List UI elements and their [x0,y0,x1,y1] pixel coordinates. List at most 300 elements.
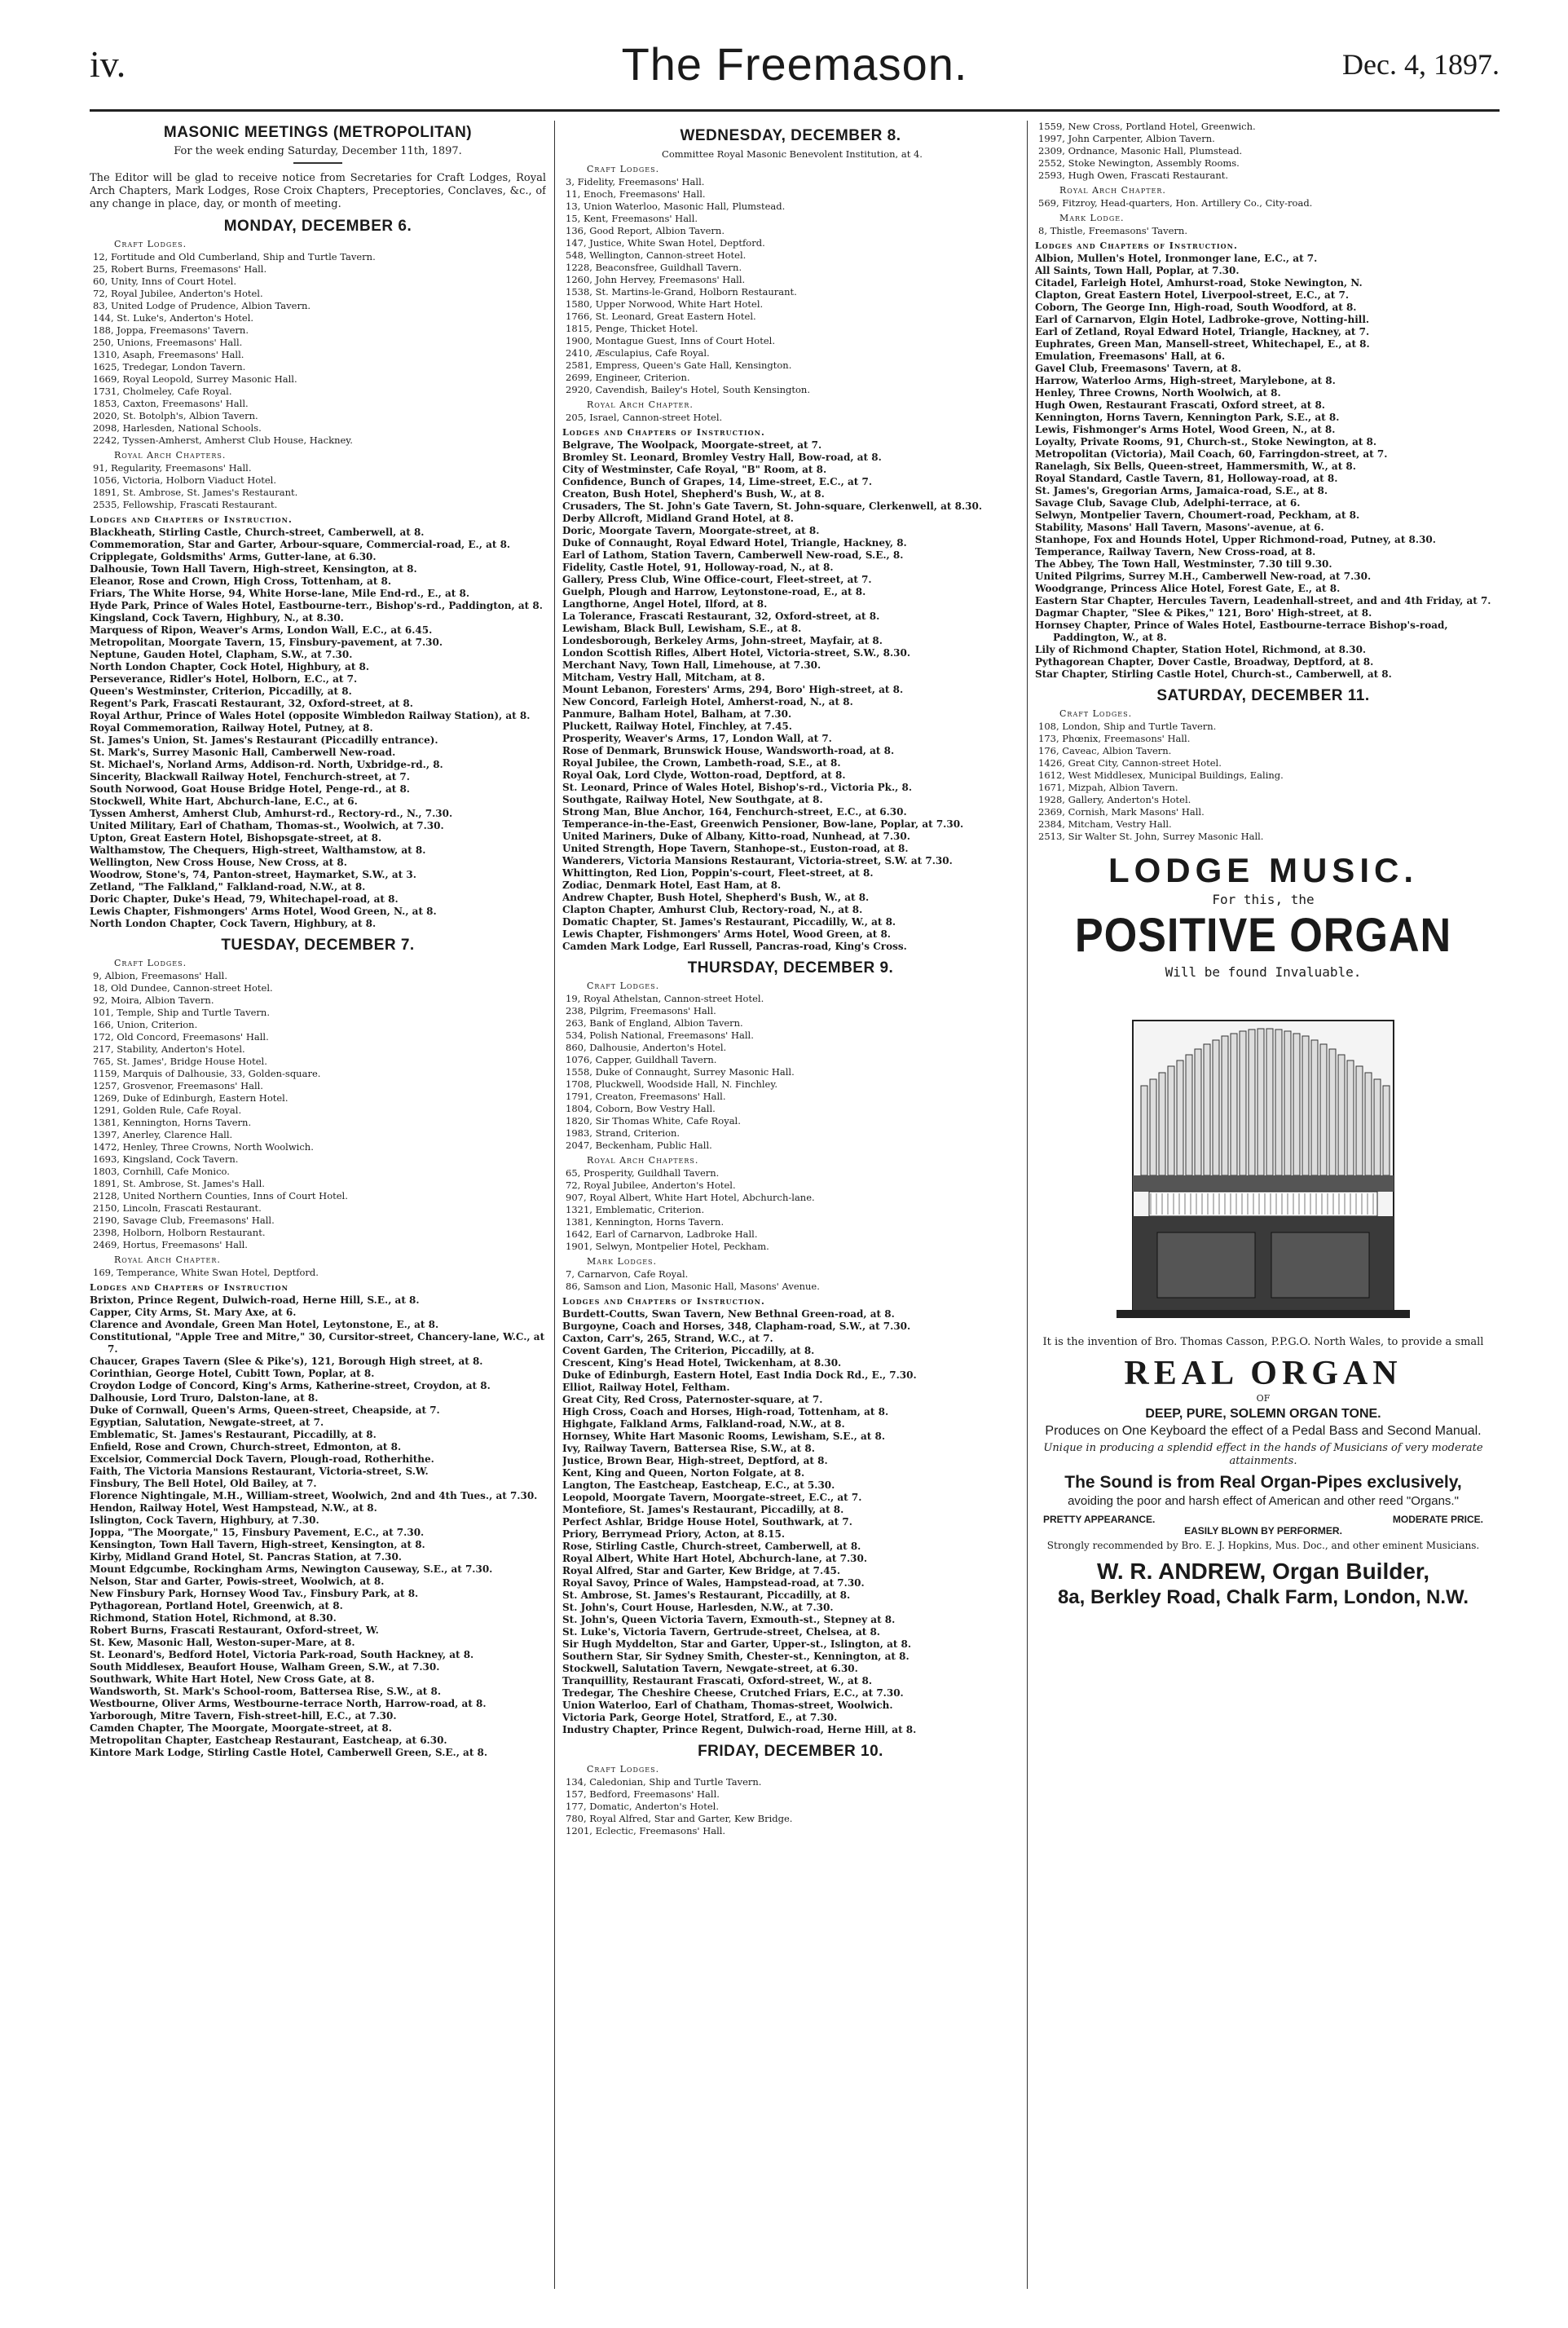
meeting-entry: Union Waterloo, Earl of Chatham, Thomas-street, Woolwich. [562,1700,893,1711]
meeting-entry: Metropolitan, Moorgate Tavern, 15, Finsbury-pavement, at 7.30. [90,637,443,648]
meeting-entry: Finsbury, The Bell Hotel, Old Bailey, at 7. [90,1478,317,1489]
meeting-entry: Selwyn, Montpelier Tavern, Choumert-road, Peckham, at 8. [1035,509,1360,521]
organ-pipe [1168,1066,1174,1175]
meeting-entry: 3, Fidelity, Freemasons' Hall. [566,176,705,187]
meeting-entry: 1426, Great City, Cannon-street Hotel. [1038,757,1222,769]
meeting-entry: North London Chapter, Cock Tavern, Highbury, at 8. [90,918,377,929]
meeting-entry: Loyalty, Private Rooms, 91, Church-st., Stoke Newington, at 8. [1035,436,1377,448]
meeting-entry: 1559, New Cross, Portland Hotel, Greenwich. [1038,121,1256,132]
meeting-entry: Croydon Lodge of Concord, King's Arms, Katherine-street, Croydon, at 8. [90,1380,491,1391]
category-label: Royal Arch Chapters. [114,450,227,461]
meeting-entry: Faith, The Victoria Mansions Restaurant, Victoria-street, S.W. [90,1466,429,1477]
meeting-list [90,462,546,511]
meeting-entry: Doric Chapter, Duke's Head, 79, Whitechapel-road, at 8. [90,893,399,905]
meeting-entry: 8, Thistle, Freemasons' Tavern. [1038,225,1187,236]
meeting-entry: South Middlesex, Beaufort House, Walham Green, S.W., at 7.30. [90,1661,440,1673]
meeting-entry: The Abbey, The Town Hall, Westminster, 7.30 till 9.30. [1035,558,1332,570]
organ-pipe [1365,1073,1372,1175]
meeting-entry: 1671, Mizpah, Albion Tavern. [1038,782,1178,793]
column-divider [554,121,555,2289]
organ-illustration [1084,988,1442,1330]
meeting-entry: Victoria Park, George Hotel, Stratford, E., at 7.30. [562,1712,838,1723]
meeting-entry: Camden Chapter, The Moorgate, Moorgate-street, at 8. [90,1722,392,1734]
meeting-entry: 1321, Emblematic, Criterion. [566,1204,705,1215]
meeting-entry: 569, Fitzroy, Head-quarters, Hon. Artillery Co., City-road. [1038,197,1313,209]
meeting-entry: 2410, Æsculapius, Cafe Royal. [566,347,710,359]
meeting-entry: 1291, Golden Rule, Cafe Royal. [93,1104,242,1116]
meeting-entry: Southwark, White Hart Hotel, New Cross Gate, at 8. [90,1673,375,1685]
meeting-entry: Wanderers, Victoria Mansions Restaurant, Victoria-street, S.W. at 7.30. [562,855,953,866]
meeting-list [562,1776,1019,1837]
meeting-entry: Henley, Three Crowns, North Woolwich, at 8. [1035,387,1281,399]
meeting-entry: 534, Polish National, Freemasons' Hall. [566,1030,754,1041]
meeting-entry: 1669, Royal Leopold, Surrey Masonic Hall. [93,373,297,385]
ad-avoiding: avoiding the poor and harsh effect of American and other reed "Organs." [1068,1494,1459,1508]
meeting-entry: 1997, John Carpenter, Albion Tavern. [1038,133,1215,144]
meeting-entry: Westbourne, Oliver Arms, Westbourne-terrace North, Harrow-road, at 8. [90,1698,487,1709]
meeting-entry: Wandsworth, St. Mark's School-room, Battersea Rise, S.W., at 8. [90,1686,442,1697]
meeting-entry: New Concord, Farleigh Hotel, Amherst-road, N., at 8. [562,696,853,708]
meeting-entry: Kingsland, Cock Tavern, Highbury, N., at 8.30. [90,612,344,624]
meeting-entry: Clapton Chapter, Amhurst Club, Rectory-road, N., at 8. [562,904,863,915]
meeting-entry: St. Leonard, Prince of Wales Hotel, Bishop's-rd., Victoria Pk., 8. [562,782,913,793]
meeting-entry: Harrow, Waterloo Arms, High-street, Marylebone, at 8. [1035,375,1336,386]
meeting-list [562,1268,1019,1293]
meeting-entry: London Scottish Rifles, Albert Hotel, Victoria-street, S.W., 8.30. [562,647,911,659]
meeting-entry: Crescent, King's Head Hotel, Twickenham, at 8.30. [562,1357,842,1369]
meeting-entry: 1269, Duke of Edinburgh, Eastern Hotel. [93,1092,288,1104]
meeting-entry: 217, Stability, Anderton's Hotel. [93,1043,245,1055]
column-2 [562,121,1019,2289]
meeting-list [562,439,1019,953]
organ-pipe [1329,1049,1336,1175]
organ-pipe [1356,1066,1363,1175]
meeting-entry: Metropolitan Chapter, Eastcheap Restaurant, Eastcheap, at 6.30. [90,1735,447,1746]
meeting-entry: Justice, Brown Bear, High-street, Deptford, at 8. [562,1455,828,1466]
meeting-list [1035,253,1491,681]
meeting-entry: South Norwood, Goat House Bridge Hotel, Penge-rd., at 8. [90,783,410,795]
meeting-entry: Dagmar Chapter, "Slee & Pikes," 121, Boro' High-street, at 8. [1035,607,1372,619]
meeting-entry: New Finsbury Park, Hornsey Wood Tav., Finsbury Park, at 8. [90,1588,419,1599]
meeting-entry: Stability, Masons' Hall Tavern, Masons'-avenue, at 6. [1035,522,1324,533]
meeting-entry: City of Westminster, Cafe Royal, "B" Room, at 8. [562,464,827,475]
organ-pipe [1302,1036,1309,1175]
meeting-entry: Cripplegate, Goldsmiths' Arms, Gutter-lane, at 6.30. [90,551,377,562]
meeting-entry: Royal Standard, Castle Tavern, 81, Holloway-road, at 8. [1035,473,1338,484]
meeting-entry: Joppa, "The Moorgate," 15, Finsbury Pavement, E.C., at 7.30. [90,1527,425,1538]
meeting-entry: Duke of Edinburgh, Eastern Hotel, East India Dock Rd., E., 7.30. [562,1369,917,1381]
meeting-entry: Savage Club, Savage Club, Adelphi-terrace, at 6. [1035,497,1301,509]
ad-moderate: MODERATE PRICE. [1392,1514,1483,1525]
meeting-list [90,251,546,447]
meeting-entry: 2369, Cornish, Mark Masons' Hall. [1038,806,1205,818]
meeting-entry: 83, United Lodge of Prudence, Albion Tavern. [93,300,311,311]
organ-pipe [1383,1086,1390,1175]
meeting-entry: Fidelity, Castle Hotel, 91, Holloway-road, N., at 8. [562,562,834,573]
page-number: iv. [90,43,126,85]
meeting-entry: Wellington, New Cross House, New Cross, at 8. [90,857,347,868]
organ-pipe [1284,1031,1291,1175]
meeting-entry: Great City, Red Cross, Paternoster-square, at 7. [562,1394,823,1405]
meeting-entry: 2699, Engineer, Criterion. [566,372,690,383]
meeting-entry: Clapton, Great Eastern Hotel, Liverpool-street, E.C., at 7. [1035,289,1349,301]
meeting-entry: Constitutional, "Apple Tree and Mitre," 30, Cursitor-street, Chancery-lane, W.C., at 7. [90,1331,545,1355]
meeting-entry: Metropolitan (Victoria), Mail Coach, 60, Farringdon-street, at 7. [1035,448,1388,460]
meeting-entry: Hendon, Railway Hotel, West Hampstead, N.W., at 8. [90,1502,377,1514]
meeting-entry: North London Chapter, Cock Hotel, Highbury, at 8. [90,661,370,672]
category-label: Royal Arch Chapter. [587,399,694,410]
meeting-entry: Excelsior, Commercial Dock Tavern, Plough-road, Rotherhithe. [90,1453,434,1465]
meeting-entry: Yarborough, Mitre Tavern, Fish-street-hill, E.C., at 7.30. [90,1710,397,1722]
meeting-entry: St. John's, Court House, Harlesden, N.W., at 7.30. [562,1602,834,1613]
ad-invention: It is the invention of Bro. Thomas Casson, P.P.G.O. North Wales, to provide a small [1042,1336,1484,1348]
meeting-entry: Royal Commemoration, Railway Hotel, Putney, at 8. [90,722,373,734]
meeting-entry: Kennington, Horns Tavern, Kennington Park, S.E., at 8. [1035,412,1340,423]
meeting-entry: Crusaders, The St. John's Gate Tavern, St. John-square, Clerkenwell, at 8.30. [562,500,983,512]
meeting-entry: Doric, Moorgate Tavern, Moorgate-street, at 8. [562,525,820,536]
organ-pipe [1374,1079,1381,1175]
ad-recommended: Strongly recommended by Bro. E. J. Hopkins, Mus. Doc., and other eminent Musicians. [1046,1540,1480,1551]
organ-pipe [1150,1079,1156,1175]
meeting-entry: 13, Union Waterloo, Masonic Hall, Plumstead. [566,201,786,212]
meeting-list [562,1308,1019,1736]
section-title: MASONIC MEETINGS (METROPOLITAN) [163,124,473,141]
meeting-entry: All Saints, Town Hall, Poplar, at 7.30. [1035,265,1240,276]
ad-deep-tone: DEEP, PURE, SOLEMN ORGAN TONE. [1145,1407,1381,1421]
category-label: Mark Lodge. [1059,213,1125,223]
meeting-entry: 1159, Marquis of Dalhousie, 33, Golden-square. [93,1068,321,1079]
issue-date: Dec. 4, 1897. [1342,48,1500,81]
meeting-entry: Hornsey Chapter, Prince of Wales Hotel, Eastbourne-terrace Bishop's-road, Paddington, W., at 8. [1035,619,1448,643]
meeting-entry: 2309, Ordnance, Masonic Hall, Plumstead. [1038,145,1243,157]
meeting-entry: Burdett-Coutts, Swan Tavern, New Bethnal Green-road, at 8. [562,1308,895,1320]
meeting-entry: Industry Chapter, Prince Regent, Dulwich-road, Herne Hill, at 8. [562,1724,917,1735]
meeting-entry: 1891, St. Ambrose, St. James's Hall. [93,1178,265,1189]
meeting-entry: 2128, United Northern Counties, Inns of Court Hotel. [93,1190,348,1201]
meeting-entry: 92, Moira, Albion Tavern. [93,994,214,1006]
meeting-entry: Tredegar, The Cheshire Cheese, Crutched Friars, E.C., at 7.30. [562,1687,904,1699]
meeting-entry: Queen's Westminster, Criterion, Piccadilly, at 8. [90,686,352,697]
organ-pipe [1213,1040,1219,1175]
meeting-entry: 18, Old Dundee, Cannon-street Hotel. [93,982,273,994]
meeting-entry: Langthorne, Angel Hotel, Ilford, at 8. [562,598,768,610]
meeting-entry: Earl of Lathom, Station Tavern, Camberwell New-road, S.E., 8. [562,549,904,561]
category-label: Lodges and Chapters of Instruction. [90,514,293,525]
meeting-entry: 1642, Earl of Carnarvon, Ladbroke Hall. [566,1228,758,1240]
ad-for-this: For this, the [1212,892,1315,907]
meeting-entry: Mount Lebanon, Foresters' Arms, 294, Boro' High-street, at 8. [562,684,904,695]
meeting-entry: St. Luke's, Victoria Tavern, Gertrude-street, Chelsea, at 8. [562,1626,880,1638]
meeting-entry: Clarence and Avondale, Green Man Hotel, Leytonstone, E., at 8. [90,1319,439,1330]
meeting-entry: Royal Savoy, Prince of Wales, Hampstead-road, at 7.30. [562,1577,865,1589]
meeting-entry: St. James's, Gregorian Arms, Jamaica-road, S.E., at 8. [1035,485,1328,496]
editor-notice: The Editor will be glad to receive notice from Secretaries for Craft Lodges, Royal Arch Chapters, Mark Lodges, Rose Croix Chapters, Preceptories, Conclaves, &c., of any change in place, day, or month of meeting. [90,172,546,210]
meeting-entry: 2190, Savage Club, Freemasons' Hall. [93,1215,275,1226]
meeting-entry: Perfect Ashlar, Bridge House Hotel, Southwark, at 7. [562,1516,852,1528]
meeting-entry: 2398, Holborn, Holborn Restaurant. [93,1227,266,1238]
meeting-entry: Merchant Navy, Town Hall, Limehouse, at 7.30. [562,659,821,671]
category-label: Craft Lodges. [587,981,660,991]
meeting-entry: 2469, Hortus, Freemasons' Hall. [93,1239,248,1250]
ad-blown: EASILY BLOWN BY PERFORMER. [1184,1525,1342,1537]
ad-produces: Produces on One Keyboard the effect of a Pedal Bass and Second Manual. [1045,1424,1482,1438]
organ-pipe [1204,1044,1210,1175]
category-label: Mark Lodges. [587,1256,658,1267]
meeting-entry: Woodgrange, Princess Alice Hotel, Forest Gate, E., at 8. [1035,583,1341,594]
meeting-entry: 1766, St. Leonard, Great Eastern Hotel. [566,311,756,322]
meeting-entry: Royal Alfred, Star and Garter, Kew Bridge, at 7.45. [562,1565,841,1576]
meeting-entry: United Mariners, Duke of Albany, Kitto-road, Nunhead, at 7.30. [562,831,910,842]
meeting-entry: Commemoration, Star and Garter, Arbour-square, Commercial-road, E., at 8. [90,539,511,550]
meeting-entry: 1625, Tredegar, London Tavern. [93,361,246,373]
divider [293,162,342,164]
meeting-entry: St. Leonard's, Bedford Hotel, Victoria Park-road, South Hackney, at 8. [90,1649,474,1660]
meeting-entry: 1803, Cornhill, Cafe Monico. [93,1166,230,1177]
meeting-entry: 2242, Tyssen-Amherst, Amherst Club House, Hackney. [93,434,353,446]
meeting-entry: 12, Fortitude and Old Cumberland, Ship and Turtle Tavern. [93,251,376,262]
meeting-entry: Emblematic, St. James's Restaurant, Piccadilly, at 8. [90,1429,377,1440]
meeting-entry: Priory, Berrymead Priory, Acton, at 8.15. [562,1528,786,1540]
meeting-entry: Pythagorean, Portland Hotel, Greenwich, at 8. [90,1600,343,1612]
meeting-entry: Upton, Great Eastern Hotel, Bishopsgate-street, at 8. [90,832,382,844]
meeting-entry: 60, Unity, Inns of Court Hotel. [93,276,236,287]
meeting-entry: Zodiac, Denmark Hotel, East Ham, at 8. [562,880,782,891]
meeting-list [1035,225,1491,237]
meeting-entry: Hornsey, White Hart Masonic Rooms, Lewisham, S.E., at 8. [562,1431,885,1442]
meeting-entry: Belgrave, The Woolpack, Moorgate-street, at 7. [562,439,822,451]
meeting-entry: 9, Albion, Freemasons' Hall. [93,970,227,981]
meeting-entry: 1791, Creaton, Freemasons' Hall. [566,1091,726,1102]
meeting-entry: Leopold, Moorgate Tavern, Moorgate-street, E.C., at 7. [562,1492,862,1503]
meeting-list [562,1167,1019,1253]
meeting-entry: Capper, City Arms, St. Mary Axe, at 6. [90,1307,297,1318]
meeting-entry: 2535, Fellowship, Frascati Restaurant. [93,499,278,510]
meeting-entry: Londesborough, Berkeley Arms, John-street, Mayfair, at 8. [562,635,883,646]
meeting-entry: 1928, Gallery, Anderton's Hotel. [1038,794,1191,805]
meeting-entry: St. Kew, Masonic Hall, Weston-super-Mare, at 8. [90,1637,355,1648]
ad-sound: The Sound is from Real Organ-Pipes exclusively, [1064,1473,1462,1492]
meeting-entry: Guelph, Plough and Harrow, Leytonstone-road, E., at 8. [562,586,866,597]
meeting-entry: Euphrates, Green Man, Mansell-street, Whitechapel, E., at 8. [1035,338,1370,350]
meeting-entry: 1580, Upper Norwood, White Hart Hotel. [566,298,764,310]
meeting-list [1035,721,1491,843]
meeting-entry: Stockwell, Salutation Tavern, Newgate-street, at 6.30. [562,1663,858,1674]
meeting-entry: United Pilgrims, Surrey M.H., Camberwell New-road, at 7.30. [1035,571,1372,582]
meeting-entry: Woodrow, Stone's, 74, Panton-street, Haymarket, S.W., at 3. [90,869,416,880]
meeting-entry: Citadel, Farleigh Hotel, Amhurst-road, Stoke Newington, N. [1035,277,1363,289]
meeting-list [90,527,546,930]
meeting-entry: Pluckett, Railway Hotel, Finchley, at 7.45. [562,721,792,732]
ad-address: 8a, Berkley Road, Chalk Farm, London, N.W. [1057,1586,1469,1608]
meeting-entry: Lewisham, Black Bull, Lewisham, S.E., at 8. [562,623,802,634]
meeting-entry: Lewis Chapter, Fishmongers' Arms Hotel, Wood Green, at 8. [562,928,891,940]
meeting-entry: St. Mark's, Surrey Masonic Hall, Camberwell New-road. [90,747,396,758]
organ-pipe [1293,1034,1300,1175]
meeting-entry: Sir Hugh Myddelton, Star and Garter, Upper-st., Islington, at 8. [562,1638,912,1650]
meeting-entry: Southgate, Railway Hotel, New Southgate, at 8. [562,794,823,805]
meeting-entry: Rose of Denmark, Brunswick House, Wandsworth-road, at 8. [562,745,895,756]
category-label: Lodges and Chapters of Instruction. [562,1296,765,1307]
organ-pipe [1275,1030,1282,1175]
meeting-entry: Kensington, Town Hall Tavern, High-street, Kensington, at 8. [90,1539,425,1550]
meeting-entry: St. Ambrose, St. James's Restaurant, Piccadilly, at 8. [562,1589,851,1601]
meeting-entry: United Military, Earl of Chatham, Thomas-st., Woolwich, at 7.30. [90,820,444,831]
meeting-entry: 1538, St. Martins-le-Grand, Holborn Restaurant. [566,286,797,298]
organ-pipe [1186,1055,1192,1175]
meeting-list [90,1294,546,1759]
meeting-entry: Covent Garden, The Criterion, Piccadilly, at 8. [562,1345,815,1356]
ad-invaluable: Will be found Invaluable. [1165,964,1362,980]
meeting-entry: St. John's, Queen Victoria Tavern, Exmouth-st., Stepney at 8. [562,1614,896,1625]
meeting-entry: 1853, Caxton, Freemasons' Hall. [93,398,249,409]
meeting-entry: Duke of Cornwall, Queen's Arms, Queen-street, Cheapside, at 7. [90,1404,440,1416]
organ-pipe [1231,1034,1237,1175]
meeting-entry: Confidence, Bunch of Grapes, 14, Lime-street, E.C., at 7. [562,476,873,487]
organ-pipe [1311,1040,1318,1175]
day-heading-saturday: SATURDAY, DECEMBER 11. [1156,687,1370,704]
meeting-entry: 166, Union, Criterion. [93,1019,198,1030]
column-divider [1027,121,1028,2289]
meeting-entry: 1201, Eclectic, Freemasons' Hall. [566,1825,726,1836]
meeting-entry: Andrew Chapter, Bush Hotel, Shepherd's Bush, W., at 8. [562,892,870,903]
committee-notice: Committee Royal Masonic Benevolent Institution, at 4. [662,148,923,160]
meeting-entry: 263, Bank of England, Albion Tavern. [566,1017,743,1029]
meeting-entry: 176, Caveac, Albion Tavern. [1038,745,1172,756]
meeting-entry: 765, St. James', Bridge House Hotel. [93,1056,267,1067]
meeting-entry: 1257, Grosvenor, Freemasons' Hall. [93,1080,263,1091]
meeting-entry: Islington, Cock Tavern, Highbury, at 7.30. [90,1515,319,1526]
category-label: Lodges and Chapters of Instruction. [562,427,765,438]
meeting-entry: 1820, Sir Thomas White, Cafe Royal. [566,1115,741,1127]
newspaper-page [90,33,1500,2299]
ad-positive-organ: POSITIVE ORGAN [1074,909,1452,962]
organ-pipe [1320,1044,1327,1175]
meeting-entry: 1901, Selwyn, Montpelier Hotel, Peckham. [566,1241,769,1252]
meeting-entry: Stanhope, Fox and Hounds Hotel, Upper Richmond-road, Putney, at 8.30. [1035,534,1436,545]
meeting-entry: 907, Royal Albert, White Hart Hotel, Abchurch-lane. [566,1192,815,1203]
meeting-entry: 2098, Harlesden, National Schools. [93,422,262,434]
meeting-entry: 147, Justice, White Swan Hotel, Deptford. [566,237,765,249]
meeting-entry: Brixton, Prince Regent, Dulwich-road, Herne Hill, S.E., at 8. [90,1294,420,1306]
meeting-entry: Ranelagh, Six Bells, Queen-street, Hammersmith, W., at 8. [1035,461,1356,472]
meeting-entry: Lewis Chapter, Fishmongers' Arms Hotel, Wood Green, N., at 8. [90,906,437,917]
meeting-entry: 780, Royal Alfred, Star and Garter, Kew Bridge. [566,1813,793,1824]
meeting-entry: 250, Unions, Freemasons' Hall. [93,337,243,348]
meeting-entry: 136, Good Report, Albion Tavern. [566,225,725,236]
meeting-entry: 65, Prosperity, Guildhall Tavern. [566,1167,720,1179]
meeting-entry: Albion, Mullen's Hotel, Ironmonger lane, E.C., at 7. [1035,253,1318,264]
ad-pretty: PRETTY APPEARANCE. [1043,1514,1156,1525]
meeting-entry: 7, Carnarvon, Cafe Royal. [566,1268,689,1280]
ad-unique: Unique in producing a splendid effect in the hands of Musicians of very moderate attainments. [1043,1442,1483,1467]
meeting-entry: Tyssen Amherst, Amherst Club, Amhurst-rd., Rectory-rd., N., 7.30. [90,808,453,819]
day-heading-thursday: THURSDAY, DECEMBER 9. [687,959,894,977]
meeting-list [1035,197,1491,209]
meeting-entry: Earl of Zetland, Royal Edward Hotel, Triangle, Hackney, at 7. [1035,326,1370,337]
ad-features [1043,1514,1483,1525]
meeting-entry: Coborn, The George Inn, High-road, South Woodford, at 8. [1035,302,1357,313]
meeting-entry: Strong Man, Blue Anchor, 164, Fenchurch-street, E.C., at 6.30. [562,806,907,818]
meeting-entry: 238, Pilgrim, Freemasons' Hall. [566,1005,716,1016]
meeting-entry: 1310, Asaph, Freemasons' Hall. [93,349,244,360]
organ-pipe [1249,1030,1255,1175]
meeting-entry: Sincerity, Blackwall Railway Hotel, Fenchurch-street, at 7. [90,771,410,783]
meeting-entry: Neptune, Gauden Hotel, Clapham, S.W., at 7.30. [90,649,353,660]
meeting-list [562,412,1019,424]
meeting-entry: 2150, Lincoln, Frascati Restaurant. [93,1202,262,1214]
meeting-entry: 1900, Montague Guest, Inns of Court Hotel. [566,335,775,346]
meeting-list [1035,121,1491,182]
meeting-entry: Domatic Chapter, St. James's Restaurant, Piccadilly, W., at 8. [562,916,896,928]
meeting-entry: 1731, Cholmeley, Cafe Royal. [93,386,232,397]
meeting-entry: 1397, Anerley, Clarence Hall. [93,1129,233,1140]
ad-title: LODGE MUSIC. [1108,851,1418,889]
meeting-entry: Robert Burns, Frascati Restaurant, Oxford-street, W. [90,1625,379,1636]
meeting-entry: 144, St. Luke's, Anderton's Hotel. [93,312,254,324]
column-1 [90,121,546,2289]
meeting-entry: Gallery, Press Club, Wine Office-court, Fleet-street, at 7. [562,574,872,585]
meeting-entry: Royal Albert, White Hart Hotel, Abchurch-lane, at 7.30. [562,1553,868,1564]
meeting-entry: 860, Dalhousie, Anderton's Hotel. [566,1042,727,1053]
masthead [90,33,1500,106]
meeting-entry: Kirby, Midland Grand Hotel, St. Pancras Station, at 7.30. [90,1551,402,1563]
organ-pipe [1257,1029,1264,1175]
meeting-entry: 1983, Strand, Criterion. [566,1127,680,1139]
meeting-entry: Dalhousie, Lord Truro, Dalston-lane, at 8. [90,1392,319,1404]
meeting-entry: Dalhousie, Town Hall Tavern, High-street, Kensington, at 8. [90,563,417,575]
ad-of: OF [1256,1393,1271,1404]
meeting-entry: High Cross, Coach and Horses, High-road, Tottenham, at 8. [562,1406,889,1418]
meeting-entry: Lewis, Fishmonger's Arms Hotel, Wood Green, N., at 8. [1035,424,1336,435]
meeting-entry: 169, Temperance, White Swan Hotel, Deptford. [93,1267,319,1278]
meeting-entry: 1381, Kennington, Horns Tavern. [566,1216,725,1228]
meeting-entry: 108, London, Ship and Turtle Tavern. [1038,721,1217,732]
day-heading-monday: MONDAY, DECEMBER 6. [223,218,412,235]
meeting-entry: Whittington, Red Lion, Poppin's-court, Fleet-street, at 8. [562,867,874,879]
meeting-entry: 172, Old Concord, Freemasons' Hall. [93,1031,269,1043]
ad-real-organ: REAL ORGAN [1124,1355,1403,1392]
meeting-entry: 1228, Beaconsfree, Guildhall Tavern. [566,262,742,273]
meeting-entry: La Tolerance, Frascati Restaurant, 32, Oxford-street, at 8. [562,611,880,622]
meeting-entry: Gavel Club, Freemasons' Tavern, at 8. [1035,363,1242,374]
meeting-entry: 2020, St. Botolph's, Albion Tavern. [93,410,258,421]
meeting-entry: Royal Oak, Lord Clyde, Wotton-road, Deptford, at 8. [562,769,846,781]
meeting-entry: Tranquillity, Restaurant Frascati, Oxford-street, W., at 8. [562,1675,873,1686]
meeting-entry: 2593, Hugh Owen, Frascati Restaurant. [1038,170,1229,181]
organ-pipe [1177,1060,1183,1175]
meeting-entry: Bromley St. Leonard, Bromley Vestry Hall, Bow-road, at 8. [562,452,882,463]
meeting-entry: 101, Temple, Ship and Turtle Tavern. [93,1007,270,1018]
meeting-entry: Panmure, Balham Hotel, Balham, at 7.30. [562,708,792,720]
meeting-list [562,993,1019,1152]
meeting-entry: 157, Bedford, Freemasons' Hall. [566,1788,720,1800]
meeting-entry: 1815, Penge, Thicket Hotel. [566,323,698,334]
meeting-entry: 1472, Henley, Three Crowns, North Woolwich. [93,1141,314,1153]
meeting-entry: 1693, Kingsland, Cock Tavern. [93,1153,239,1165]
meeting-entry: 1381, Kennington, Horns Tavern. [93,1117,252,1128]
category-label: Lodges and Chapters of Instruction. [1035,240,1238,251]
category-label: Craft Lodges. [587,164,660,174]
meeting-entry: St. James's Union, St. James's Restaurant (Piccadilly entrance). [90,734,438,746]
meeting-entry: Burgoyne, Coach and Horses, 348, Clapham-road, S.W., at 7.30. [562,1321,911,1332]
organ-pipe [1338,1055,1345,1175]
meeting-entry: 2384, Mitcham, Vestry Hall. [1038,818,1172,830]
meeting-entry: Duke of Connaught, Royal Edward Hotel, Triangle, Hackney, 8. [562,537,907,549]
meeting-entry: 1804, Coborn, Bow Vestry Hall. [566,1103,716,1114]
meeting-entry: Derby Allcroft, Midland Grand Hotel, at 8. [562,513,794,524]
meeting-entry: Mitcham, Vestry Hall, Mitcham, at 8. [562,672,765,683]
category-label: Royal Arch Chapter. [114,1254,221,1265]
